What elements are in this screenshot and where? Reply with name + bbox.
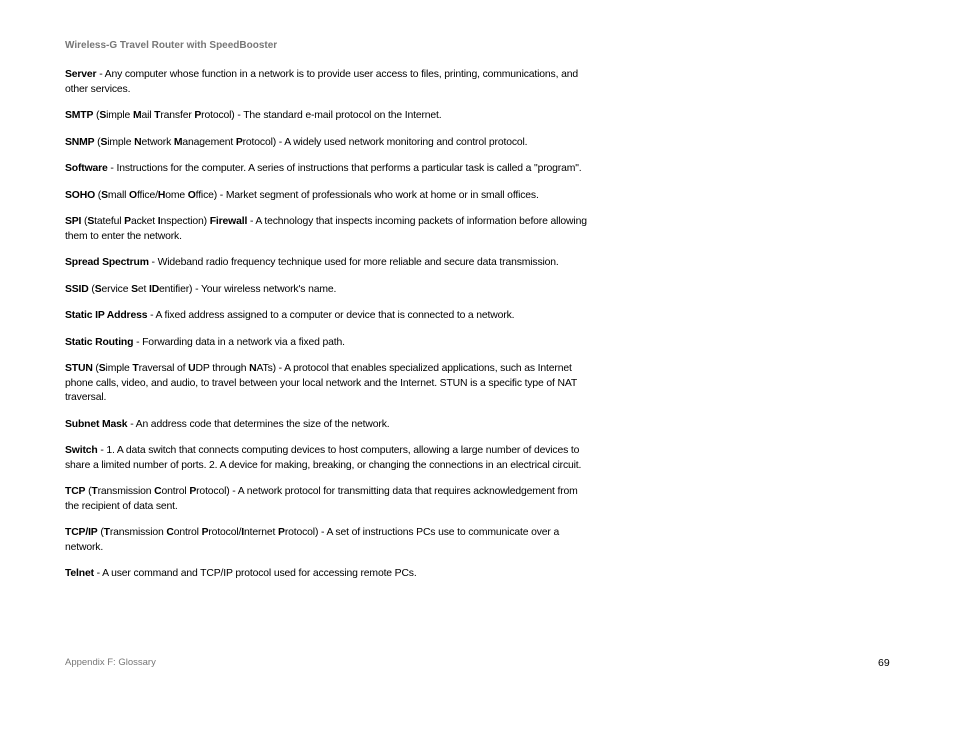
glossary-entry [65, 418, 590, 433]
glossary-term-text: H [157, 189, 166, 201]
glossary-definition-text: imple [105, 363, 133, 374]
glossary-definition-text: anagement [182, 136, 236, 148]
glossary-definition-text: et [137, 283, 149, 295]
glossary-term-text: SSID [65, 283, 89, 295]
glossary-term-text: S [94, 283, 102, 295]
glossary-definition-text: ( [93, 110, 100, 121]
glossary-definition-text: ( [88, 283, 95, 295]
footer-section-label: Appendix F: Glossary [65, 657, 156, 668]
glossary-term-text: Telnet [65, 568, 94, 579]
glossary-definition-text: ome [165, 189, 188, 201]
glossary-definition-text: nspection) [160, 216, 210, 227]
glossary-definition-text: ( [81, 216, 88, 227]
glossary-entry [65, 336, 590, 351]
glossary-entry [65, 567, 590, 582]
glossary-definition-text: ontrol [173, 527, 202, 538]
glossary-term-text: Software [65, 163, 108, 174]
glossary-term-text: TCP/IP [65, 527, 98, 538]
glossary-definition-text: ontrol [161, 486, 190, 497]
glossary-term-text: T [154, 110, 161, 121]
page-number: 69 [878, 657, 890, 669]
glossary-entry [65, 485, 590, 514]
glossary-definition-text: imple [106, 110, 133, 121]
glossary-term-text: SPI [65, 216, 82, 227]
glossary-term-text: N [134, 136, 142, 148]
glossary-definition-text: - Any computer whose function in a network is to provide user access to files, printing, communications, and other services. [65, 69, 578, 95]
glossary-definition-text: ( [95, 189, 102, 201]
glossary-definition-text: ail [141, 110, 155, 121]
glossary-definition-text: etwork [141, 136, 174, 148]
glossary-entry [65, 309, 590, 324]
glossary-definition-text: ervice [101, 283, 132, 295]
glossary-definition-text: raversal of [138, 363, 189, 374]
glossary-term-text: SMTP [65, 110, 94, 121]
glossary-definition-text: - Wideband radio frequency technique used for more reliable and secure data transmission. [148, 257, 559, 268]
glossary-term-text: P [278, 527, 285, 538]
glossary-entry [65, 189, 590, 204]
glossary-term-text: Static Routing [65, 336, 134, 348]
glossary-definition-text: - Instructions for the computer. A series of instructions that performs a particular task is called a "program". [107, 163, 582, 174]
glossary-definition-text: imple [107, 136, 135, 148]
glossary-term-text: P [235, 136, 243, 148]
glossary-definition-text: ( [97, 527, 104, 538]
glossary-term-text: Subnet Mask [65, 418, 128, 430]
glossary-term-text: M [173, 136, 183, 148]
glossary-definition-text: rotocol) - A network protocol for transmitting data that requires acknowledgement from the recipient of data sent. [65, 486, 578, 512]
glossary-definition-text: - 1. A data switch that connects computing devices to host computers, allowing a large number of devices to share a limited number of ports. 2. A device for making, breaking, or changing the connections in an electrical circuit. [65, 445, 582, 471]
glossary-term-text: S [98, 363, 106, 374]
glossary-definition-text: ( [94, 136, 101, 148]
glossary-term-text: SOHO [65, 189, 95, 201]
glossary-entry [65, 68, 590, 97]
glossary-entry [65, 109, 590, 124]
glossary-definition-text: nternet [244, 527, 279, 538]
glossary-term-text: S [87, 216, 95, 227]
glossary-list [65, 68, 590, 594]
glossary-definition-text: ffice/ [136, 189, 158, 201]
glossary-definition-text: - An address code that determines the size of the network. [127, 418, 390, 430]
glossary-term-text: I [241, 527, 244, 538]
glossary-term-text: M [132, 110, 142, 121]
glossary-entry [65, 136, 590, 151]
glossary-definition-text: rotocol) - The standard e-mail protocol on the Internet. [201, 110, 442, 121]
glossary-term-text: S [100, 136, 108, 148]
glossary-term-text: S [101, 189, 108, 201]
glossary-definition-text: rotocol) - A widely used network monitoring and control protocol. [242, 136, 528, 148]
glossary-definition-text: ransfer [160, 110, 195, 121]
glossary-term-text: Spread Spectrum [65, 257, 149, 268]
glossary-term-text: N [249, 363, 257, 374]
glossary-term-text: S [131, 283, 138, 295]
glossary-term-text: I [157, 216, 161, 227]
glossary-term-text: P [201, 527, 209, 538]
glossary-term-text: C [166, 527, 174, 538]
glossary-definition-text: ransmission [97, 486, 155, 497]
glossary-term-text: O [129, 189, 137, 201]
glossary-term-text: Switch [65, 445, 98, 456]
glossary-term-text: U [188, 363, 196, 374]
glossary-entry [65, 162, 590, 177]
glossary-entry [65, 256, 590, 271]
glossary-definition-text: tateful [94, 216, 125, 227]
glossary-term-text: Firewall [209, 216, 248, 227]
glossary-term-text: ID [148, 283, 160, 295]
glossary-term-text: T [132, 363, 139, 374]
glossary-definition-text: - A fixed address assigned to a computer or device that is connected to a network. [147, 310, 515, 321]
running-header: Wireless-G Travel Router with SpeedBooster [65, 40, 278, 51]
glossary-definition-text: mall [107, 189, 130, 201]
glossary-term-text: P [189, 486, 197, 497]
glossary-entry [65, 526, 590, 555]
glossary-term-text: T [103, 527, 110, 538]
glossary-definition-text: - A user command and TCP/IP protocol used for accessing remote PCs. [93, 568, 417, 579]
glossary-term-text: P [194, 110, 202, 121]
glossary-definition-text: - Forwarding data in a network via a fixed path. [133, 336, 345, 348]
glossary-term-text: P [124, 216, 131, 227]
glossary-term-text: O [187, 189, 196, 201]
glossary-entry [65, 215, 590, 244]
glossary-definition-text: DP through [195, 363, 250, 374]
glossary-definition-text: ransmission [109, 527, 167, 538]
glossary-entry [65, 444, 590, 473]
glossary-definition-text: rotocol/ [208, 527, 242, 538]
glossary-definition-text: ( [85, 486, 92, 497]
glossary-definition-text: ffice) - Market segment of professionals who work at home or in small offices. [195, 189, 539, 201]
glossary-term-text: STUN [65, 363, 93, 374]
glossary-term-text: Static IP Address [65, 310, 148, 321]
glossary-term-text: Server [65, 69, 97, 80]
glossary-term-text: SNMP [65, 136, 95, 148]
glossary-definition-text: - A technology that inspects incoming packets of information before allowing them to enter the network. [65, 216, 587, 242]
glossary-term-text: C [154, 486, 162, 497]
glossary-term-text: TCP [65, 486, 86, 497]
glossary-entry [65, 362, 590, 406]
glossary-definition-text: rotocol) - A set of instructions PCs use to communicate over a network. [65, 527, 560, 553]
glossary-term-text: T [91, 486, 98, 497]
glossary-definition-text: ATs) - A protocol that enables specialized applications, such as Internet phone calls, video, and audio, to travel between your local network and the Internet. STUN is a specific type of NAT traversal. [65, 363, 577, 403]
glossary-definition-text: entifier) - Your wireless network's name. [159, 283, 337, 295]
glossary-definition-text: acket [130, 216, 158, 227]
glossary-entry [65, 283, 590, 298]
glossary-term-text: S [99, 110, 107, 121]
glossary-definition-text: ( [92, 363, 99, 374]
